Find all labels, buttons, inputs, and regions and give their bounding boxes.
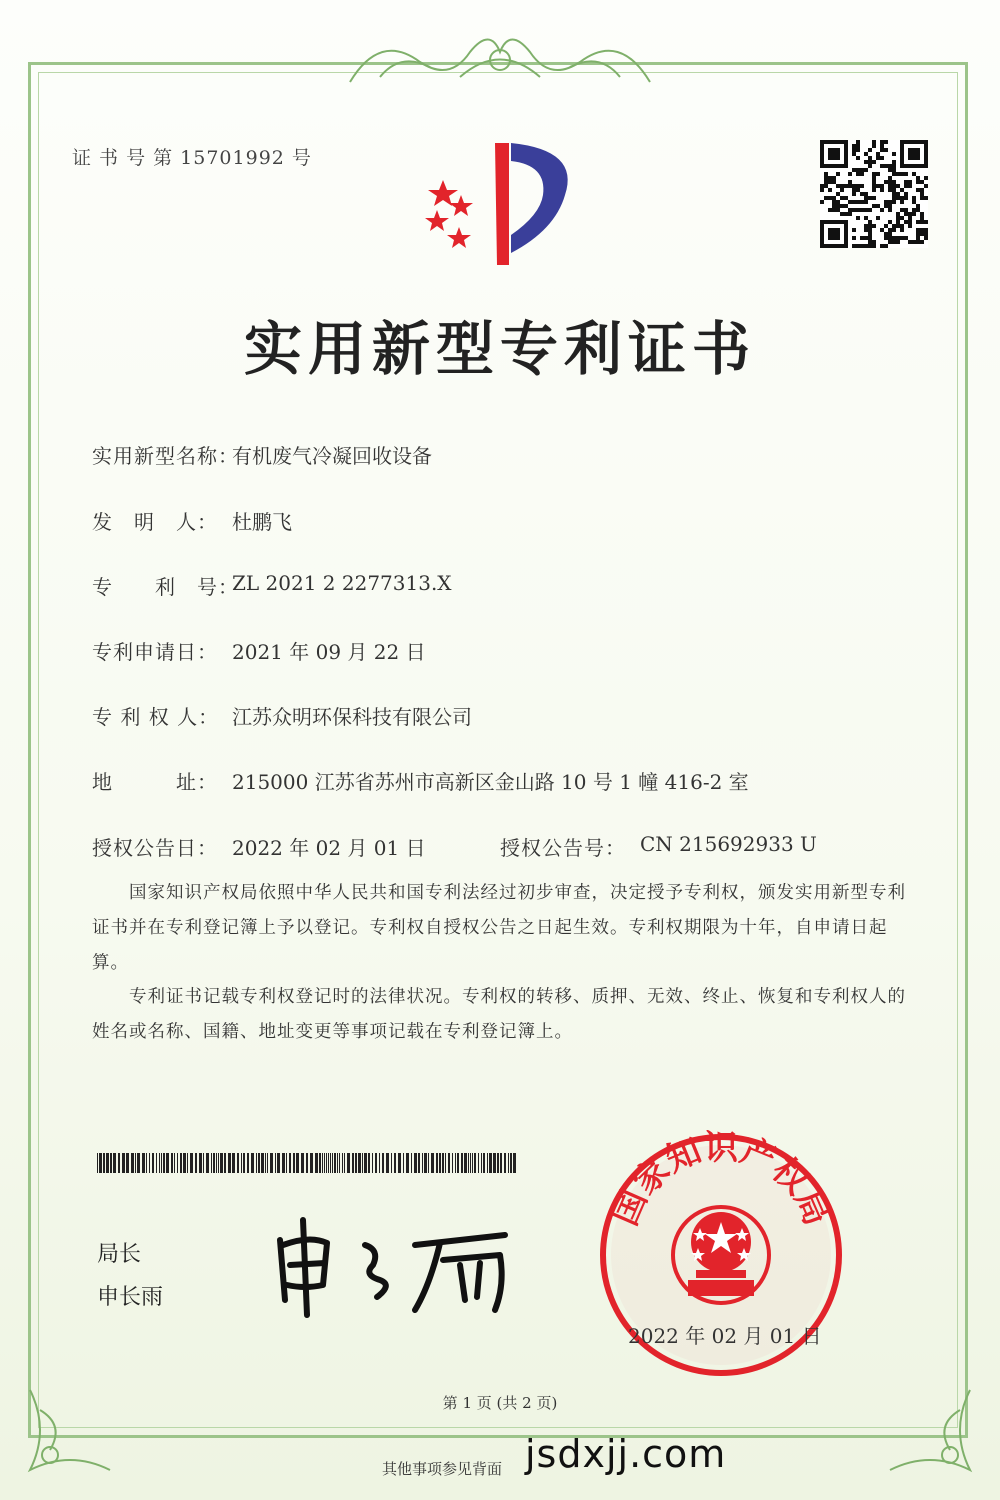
field-patent-number-label: 专 利 号： <box>92 575 239 599</box>
bottom-left-ornament <box>20 1370 130 1480</box>
field-grant-date-value: 2022 年 02 月 01 日 <box>232 836 426 860</box>
field-application-date-label: 专利申请日： <box>92 640 218 664</box>
field-patentee-label: 专 利 权 人： <box>92 705 220 729</box>
legal-paragraph-1: 国家知识产权局依照中华人民共和国专利法经过初步审查，决定授予专利权，颁发实用新型专利证书并在专利登记簿上予以登记。专利权自授权公告之日起生效。专利权期限为十年，自申请日起算。 <box>92 883 906 973</box>
field-application-date-value: 2021 年 09 月 22 日 <box>232 640 426 664</box>
patent-office-emblem <box>415 135 585 270</box>
field-name-label: 实用新型名称： <box>92 444 239 468</box>
top-ornament <box>340 22 660 92</box>
field-address-label: 地 址： <box>92 770 218 794</box>
certificate-title: 实用新型专利证书 <box>243 315 756 383</box>
field-name-value: 有机废气冷凝回收设备 <box>232 444 432 468</box>
legal-paragraph-2: 专利证书记载专利权登记时的法律状况。专利权的转移、质押、无效、终止、恢复和专利权人的姓名或名称、国籍、地址变更等事项记载在专利登记簿上。 <box>92 987 906 1042</box>
field-address-value: 215000 江苏省苏州市高新区金山路 10 号 1 幢 416-2 室 <box>232 770 749 794</box>
field-name <box>92 440 432 469</box>
watermark: jsdxjj.com <box>525 1432 727 1476</box>
field-patentee <box>92 701 472 730</box>
bottom-right-ornament <box>870 1370 980 1480</box>
field-application-date <box>92 636 426 665</box>
certificate-number: 证 书 号 第 15701992 号 <box>72 147 312 169</box>
field-patent-number-value: ZL 2021 2 2277313.X <box>232 571 452 595</box>
barcode <box>97 1153 517 1173</box>
field-announcement-number <box>500 832 817 861</box>
footer-note: 其他事项参见背面 <box>382 1460 503 1478</box>
qr-code <box>820 140 928 248</box>
field-announcement-number-value: CN 215692933 U <box>640 832 817 856</box>
field-address <box>92 766 749 795</box>
field-inventor <box>92 506 292 535</box>
field-inventor-label: 发 明 人： <box>92 510 218 534</box>
director-signature <box>265 1205 525 1325</box>
field-grant-date <box>92 832 426 861</box>
field-announcement-number-label: 授权公告号： <box>500 836 626 860</box>
field-inventor-value: 杜鹏飞 <box>232 510 292 534</box>
page-number: 第 1 页 (共 2 页) <box>442 1394 558 1412</box>
field-patent-number <box>92 571 452 600</box>
field-patentee-value: 江苏众明环保科技有限公司 <box>232 705 472 729</box>
director-title: 局长 <box>97 1242 142 1267</box>
director-name: 申长雨 <box>97 1285 164 1310</box>
seal-text: 国家知识产权局 <box>605 1130 837 1232</box>
seal-date: 2022 年 02 月 01 日 <box>628 1324 822 1348</box>
field-grant-date-label: 授权公告日： <box>92 836 218 860</box>
